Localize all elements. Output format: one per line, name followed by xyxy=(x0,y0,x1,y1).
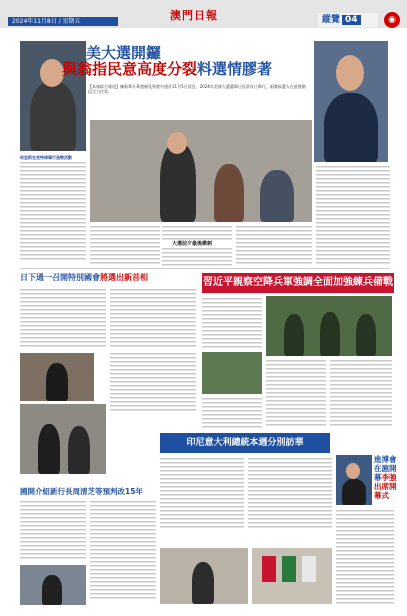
section-divider xyxy=(20,268,390,269)
trump-article-text xyxy=(316,166,390,266)
indonesia-article-text-2 xyxy=(248,458,332,530)
xi-article-text-3 xyxy=(330,360,392,428)
korea-article-text-2 xyxy=(90,501,156,601)
italy-photo xyxy=(160,548,248,604)
lead-headline xyxy=(62,58,272,79)
harris-photo-caption: 哈里斯在底特律舉行造勢活動 xyxy=(20,155,72,160)
expo-article-text xyxy=(336,510,394,604)
korea-headline: 國開介紹新行長周清芝等預判改15年 xyxy=(20,487,143,496)
xi-photo-2 xyxy=(202,352,262,394)
issue-date: 2024年11月8日 / 星期五 xyxy=(8,17,118,26)
xi-story-banner: 習近平親察空降兵軍強調全面加強練兵備戰 xyxy=(202,273,394,293)
voting-photo xyxy=(90,120,312,222)
expo-headline xyxy=(374,455,400,500)
article-subhead: 大選前夕最後衝刺 xyxy=(172,241,213,247)
voting-article-text-1 xyxy=(90,226,160,266)
indonesia-story-banner: 印尼意大利總統本週分別訪華 xyxy=(160,433,330,453)
page-number: 04 xyxy=(342,15,361,25)
xi-article-text-1 xyxy=(202,298,262,348)
voting-article-text-2 xyxy=(162,226,232,240)
xi-article-text-4 xyxy=(202,398,262,428)
headline-red-part: 與翁指民意高度分裂 xyxy=(62,60,198,78)
japan-article-text-3 xyxy=(110,353,196,413)
expo-headline-blue: 進博會在滬開幕 xyxy=(374,455,397,482)
japan-headline-red: 將選出新首相 xyxy=(100,273,148,282)
voting-article-text-4 xyxy=(236,226,312,266)
voting-article-text-3 xyxy=(162,248,232,266)
section-label xyxy=(318,13,378,27)
xi-article-text-2 xyxy=(266,360,326,428)
expo-headline-red: 李強出席開幕式 xyxy=(374,473,397,500)
kicker: 美大選開鑼 xyxy=(86,44,162,62)
paper-name: 澳門日報 xyxy=(170,9,218,22)
section-name: 縱覽 xyxy=(322,15,341,25)
japan-photo-2 xyxy=(20,404,106,474)
japan-headline xyxy=(20,271,148,285)
xi-photo-1 xyxy=(266,296,392,356)
japan-article-text-2 xyxy=(110,289,196,349)
indonesia-article-text-1 xyxy=(160,458,244,530)
li-qiang-photo xyxy=(336,455,372,505)
japan-photo-1 xyxy=(20,353,94,401)
headline-blue-part: 料選情膠著 xyxy=(197,60,273,78)
korea-photo xyxy=(20,565,86,605)
japan-article-text-1 xyxy=(20,289,106,349)
flags-photo xyxy=(252,548,332,604)
masthead xyxy=(0,0,407,28)
korea-article-text-1 xyxy=(20,501,86,561)
trident-logo-icon: ◉ xyxy=(384,12,400,28)
lead-paragraph: 【本報綜合報道】據新華社華盛頓及香港中通社11月5日消息，2024年美國大選選舉日投票首日舉行，兩黨候選人在最後階段全力拉票。 xyxy=(88,84,306,94)
harris-article-text xyxy=(20,162,86,262)
japan-headline-blue: 日下通一召開特別國會 xyxy=(20,273,100,282)
trump-photo xyxy=(314,41,388,162)
